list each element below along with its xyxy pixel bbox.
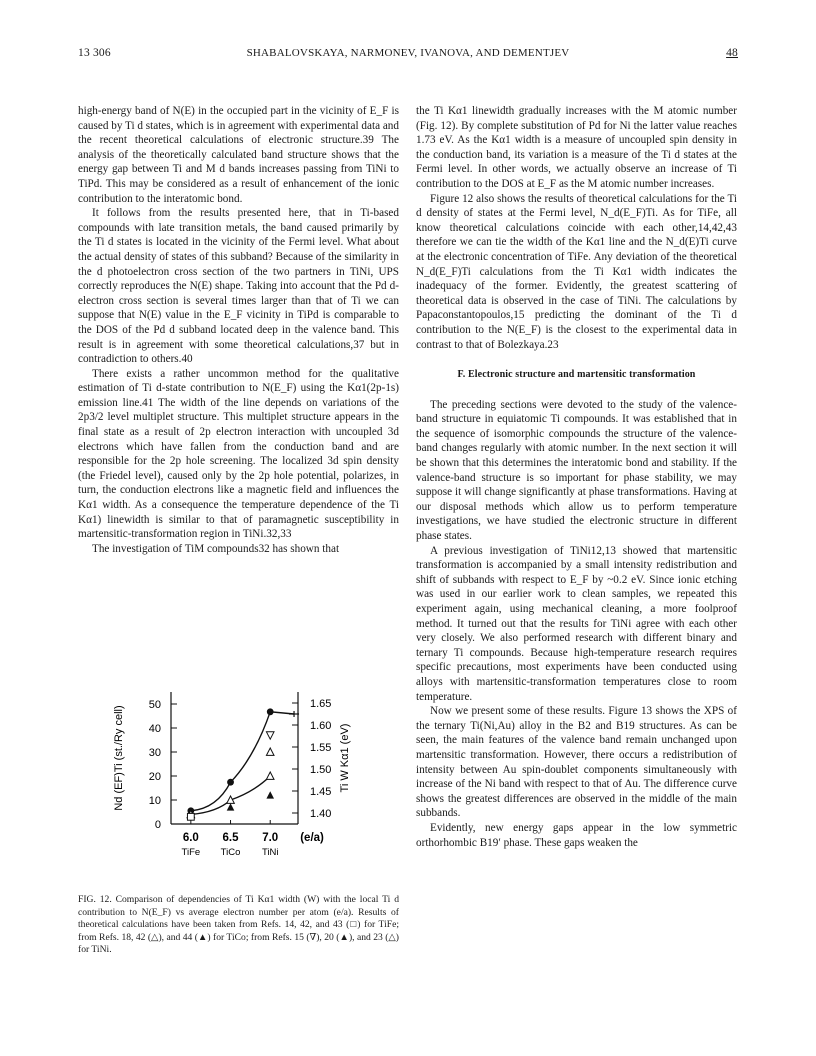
x-compound-label: TiCo [220,847,241,858]
x-axis-label: (e/a) [300,832,324,844]
left-tick-label: 50 [148,699,161,711]
x-tick-label: 6.0 [182,832,199,844]
figure-caption: FIG. 12. Comparison of dependencies of Ti Kα1 width (W) with the local Ti d contribution to N(E_F) vs average electron number per atom (e/a). Results of theoretical calculations have been taken from Refs. 14, 42, and 43 (□) for TiFe; from Refs. 18, 42 (△), and 44 (▲) for TiCo; from Refs. 15 (∇), 20 (▲), and 23 (△) for TiNi. [78,894,399,956]
left-tick-label: 40 [148,723,161,735]
page-number: 13 306 [78,47,111,59]
paragraph: There exists a rather uncommon method for the qualitative estimation of Ti d-state contribution to N(E_F) using the Kα1(2p-1s) emission line.41 The width of the line depends on variations of the 2p3/2 level multiplet structure. This multiplet structure appears in the final state as a result of 2p electron interaction with uncoupled 3d electrons which have fallen from the conduction band and are responsible for the 2p hole screening. The localized 3d spin density (the Friedel level), caused only by the 2p hole potential, polarizes, in turn, the conduction electrons like a magnetic field and influences the Kα1 width. As a consequence the temperature dependence of the Ti Kα1) linewidth is similar to that of paramagnetic susceptibility in martensitic-transformation region in TiNi.32,33 [78,367,399,541]
paragraph: the Ti Kα1 linewidth gradually increases with the M atomic number (Fig. 12). By complete substitution of Pd for Ni the latter value reaches 1.73 eV. As the Kα1 width is a measure of uncoupled spin density in the conduction band, its variation is a measure of the Ti d states at the Fermi level. In other words, we actually observe an increase of Ti contribution to the DOS at E_F as the M atomic number increases. [416,105,737,190]
right-axis-label: Ti W Kα1 (eV) [339,723,351,793]
paragraph: The investigation of TiM compounds32 has shown that [92,542,340,555]
left-tick-label: 0 [154,819,161,831]
right-tick-label: 1.50 [310,764,332,776]
x-tick-label: 6.5 [222,832,239,844]
left-tick-label: 20 [148,771,161,783]
left-column [78,104,399,556]
left-axis-label: Nd (EF)Ti (st./Ry cell) [113,705,125,811]
data-point [227,803,235,810]
x-tick-label: 7.0 [262,832,279,844]
x-compound-label: TiFe [181,847,201,858]
data-point [267,708,274,715]
fig12-chart [78,676,399,876]
series-line [191,712,294,811]
data-point [227,779,234,786]
data-point [187,813,194,820]
paragraph: A previous investigation of TiNi12,13 showed that martensitic transformation is accompanied by a small intensity redistribution and shift of subbands with respect to E_F by ~0.2 eV. Since ionic etching was used in our earlier work to clean samples, we repeated this experiment again, using mechanical cleaning, a more foolproof method. It turned out that the results for TiNi agree with each other very closely. We also performed research with different binary and ternary Ti compounds. Because high-temperature research requires specific precautions, most experiments have been conducted using alloys with martensitic-transformation temperatures close to room temperature. [416,544,737,703]
right-tick-label: 1.45 [310,786,332,798]
x-compound-label: TiNi [261,847,279,858]
section-title: F. Electronic structure and martensitic transformation [457,369,696,381]
right-tick-label: 1.60 [310,720,332,732]
data-point [266,791,274,798]
data-point [266,772,274,779]
right-tick-label: 1.65 [310,698,332,710]
right-column [416,104,737,850]
right-tick-label: 1.55 [310,742,332,754]
right-tick-label: 1.40 [310,808,332,820]
data-point [266,732,274,739]
left-tick-label: 30 [148,747,161,759]
page-header [78,47,738,65]
running-title: SHABALOVSKAYA, NARMONEV, IVANOVA, AND DEMENTJEV [246,47,570,59]
volume-number: 48 [726,47,738,59]
left-tick-label: 10 [148,795,161,807]
paragraph: The preceding sections were devoted to the study of the valence-band structure in equiatomic Ti compounds. It was established that in the sequence of isomorphic compounds the structure of the valence-band changes regularly with atomic number. In the next section it will be shown that this determines the interatomic bond and stability. If the valence-band structure is so important for phase stability, we may suppose it will change significantly at phase transformations. Having at our disposal methods which allow us to perform temperature investigations, we have studied the electronic structure in different phase states. [416,398,737,543]
paragraph: high-energy band of N(E) in the occupied part in the vicinity of E_F is caused by Ti d states, which is in agreement with experimental data and the recent theoretical calculations of electronic structure.39 The analysis of the theoretically calculated band structure shows that the energy gap between Ti and M d bands increases passing from TiNi to TiPd. This may be considered as a result of enhancement of the ionic contribution to the interatomic bond. [78,105,399,205]
data-point [266,748,274,755]
paragraph: Evidently, new energy gaps appear in the low symmetric orthorhombic B19′ phase. These gaps weaken the [416,821,737,849]
paragraph: Figure 12 also shows the results of theoretical calculations for the Ti d density of states at the Fermi level, N_d(E_F)Ti. As for TiFe, all know theoretical calculations coincide with each other,14,42,43 therefore we can tie the width of the Kα1 line and the N_d(E)Ti curve at the electronic concentration of TiFe. Any deviation of the theoretical N_d(E_F)Ti calculations from the Ti Kα1 width indicates the inadequacy of the former. Evidently, the greatest scattering of theoretical data is observed in the case of TiNi. The calculations by Papaconstantopoulos,15 predicting the dominant of the Ti d contribution to the N(E_F) is the closest to the experimental data in contrast to that of Bolezkaya.23 [416,192,737,351]
figure-12 [78,676,399,876]
paragraph: It follows from the results presented here, that in Ti-based compounds with late transition metals, the band caused primarily by the Ti d states is located in the vicinity of the Fermi level. What about the actual density of states of this subband? Because of the similarity in the d photoelectron cross section of the two partners in TiNi, UPS correctly reproduces the N(E) shape. Taking into account that the Pd d-electron cross section is several times larger than that of Ti we can suppose that N(E) value in the E_F vicinity in TiPd is comparable to the DOS of the Pd d subband located deep in the valence band. This result is in agreement with some theoretical calculations,37 but in contradiction to others.40 [78,207,399,366]
paragraph: Now we present some of these results. Figure 13 shows the XPS of the ternary Ti(Ni,Au) alloy in the B2 and B19 structures. As can be seen, the main features of the valence band remain unchanged upon martensitic transformation. However, there occurs a redistribution of intensity between Au spin-doublet components simultaneously with increase of the Ni band with respect to that of Au. The difference curve shows the greatest differences are observed in the middle of the main subbands. [416,705,737,820]
